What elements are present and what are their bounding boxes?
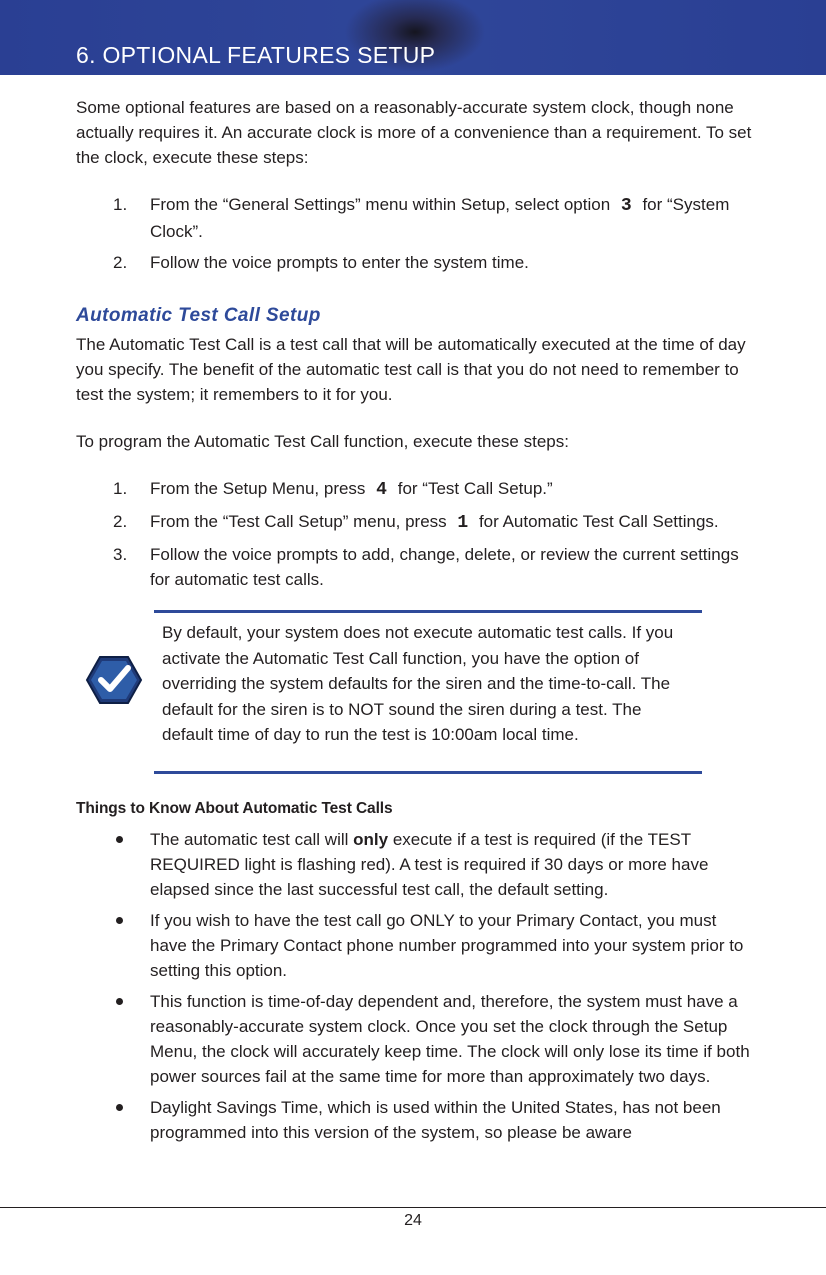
step-text: From the Setup Menu, press: [150, 479, 366, 498]
note-callout: [76, 610, 756, 774]
step-text: Follow the voice prompts to enter the system time.: [150, 253, 529, 272]
list-item: [76, 192, 756, 244]
list-item: [76, 908, 756, 983]
list-item: [76, 827, 756, 902]
list-item: [76, 476, 756, 503]
bullet-text: If you wish to have the test call go ONLY to your Primary Contact, you must have the Primary Contact phone number programmed into your system prior to setting this option.: [150, 911, 744, 980]
bullet-text: execute if a test is required (if the TEST REQUIRED light is flashing red). A test is required if 30 days or more have elapsed since the last successful test call, the default setting.: [150, 830, 709, 899]
checkmark-icon: [84, 654, 144, 706]
subheading: Things to Know About Automatic Test Calls: [76, 800, 393, 817]
footer-divider: [0, 1207, 826, 1208]
list-item: [76, 250, 756, 275]
bullet-text: Daylight Savings Time, which is used within the United States, has not been programmed into this version of the system, so please be aware: [150, 1098, 721, 1142]
step-text: for Automatic Test Call Settings.: [478, 512, 719, 531]
page-content: [76, 95, 756, 1151]
program-intro: To program the Automatic Test Call function, execute these steps:: [76, 432, 569, 451]
intro-paragraph: Some optional features are based on a reasonably-accurate system clock, though none actually requires it. An accurate clock is more of a convenience than a requirement. To set the clock, execute these steps:: [76, 98, 752, 167]
things-to-know-list: [76, 827, 756, 1145]
bullet-text: The automatic test call will: [150, 830, 349, 849]
list-item: [76, 1095, 756, 1145]
section-heading: Automatic Test Call Setup: [76, 305, 321, 326]
note-text: By default, your system does not execute automatic test calls. If you activate the Automatic Test Call function, you have the option of overriding the system defaults for the siren and the time-to-call. The default for the siren is to NOT sound the siren during a test. The default time of day to run the test is 10:00am local time.: [162, 623, 674, 744]
note-box: [154, 610, 702, 774]
list-item: [76, 542, 756, 592]
bullet-text: This function is time-of-day dependent and, therefore, the system must have a reasonably-accurate system clock. Once you set the clock through the Setup Menu, the clock will accurately keep time. The clock will only lose its time if both power sources fail at the same time for more than approximately two days.: [150, 992, 750, 1086]
key-label: 3: [620, 196, 632, 216]
step-text: Follow the voice prompts to add, change, delete, or review the current settings for automatic test calls.: [150, 545, 739, 589]
emphasis-text: only: [353, 830, 389, 849]
step-text: From the “Test Call Setup” menu, press: [150, 512, 447, 531]
step-number: 1.: [113, 479, 128, 498]
clock-steps-list: [76, 192, 756, 275]
test-call-steps-list: [76, 476, 756, 592]
step-text: for “Test Call Setup.”: [397, 479, 553, 498]
page-number: 24: [404, 1212, 422, 1229]
header-banner: [0, 0, 826, 75]
step-number: 2.: [113, 512, 128, 531]
list-item: [76, 989, 756, 1089]
section-description: The Automatic Test Call is a test call that will be automatically executed at the time of day you specify. The benefit of the automatic test call is that you do not need to remember to test the system; it remembers to it for you.: [76, 335, 746, 404]
step-text: for “System Clock”.: [150, 195, 730, 241]
step-number: 3.: [113, 545, 128, 564]
step-text: From the “General Settings” menu within Setup, select option: [150, 195, 611, 214]
step-number: 1.: [113, 195, 128, 214]
key-label: 4: [376, 480, 387, 500]
page-title: 6. OPTIONAL FEATURES SETUP: [76, 42, 436, 68]
list-item: [76, 509, 756, 536]
key-label: 1: [457, 513, 469, 533]
step-number: 2.: [113, 253, 128, 272]
